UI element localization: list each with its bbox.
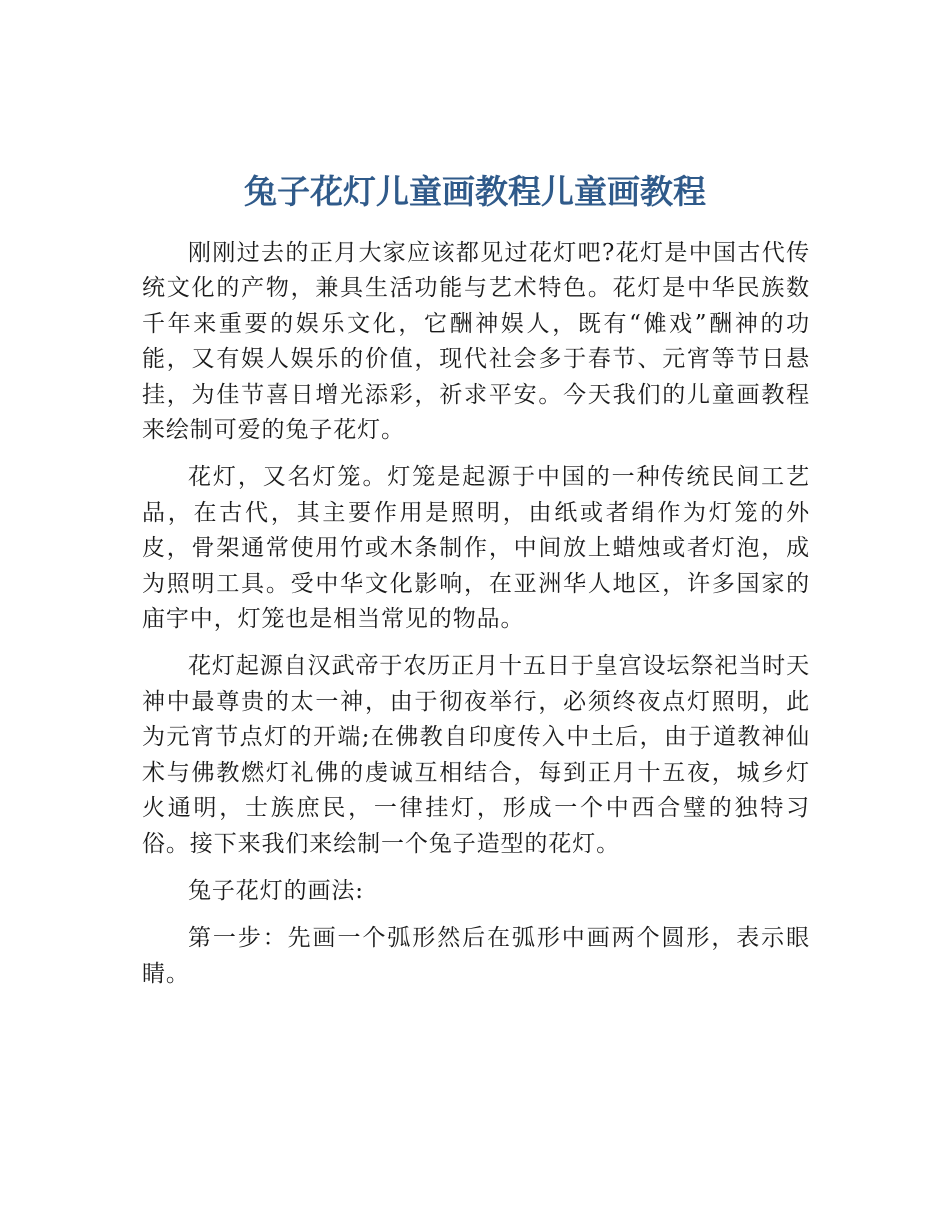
paragraph-intro: 刚刚过去的正月大家应该都见过花灯吧?花灯是中国古代传统文化的产物，兼具生活功能与艺术特色。花灯是中华民族数千年来重要的娱乐文化，它酬神娱人，既有“傩戏”酬神的功能，又有娱人娱乐的价值，现代社会多于春节、元宵等节日悬挂，为佳节喜日增光添彩，祈求平安。今天我们的儿童画教程来绘制可爱的兔子花灯。 [142, 240, 810, 444]
paragraph-method-heading: 兔子花灯的画法: [188, 877, 364, 904]
paragraph-lantern-definition: 花灯，又名灯笼。灯笼是起源于中国的一种传统民间工艺品，在古代，其主要作用是照明，由纸或者绢作为灯笼的外皮，骨架通常使用竹或木条制作，中间放上蜡烛或者灯泡，成为照明工具。受中华文化影响，在亚洲华人地区，许多国家的庙宇中，灯笼也是相当常见的物品。 [142, 464, 810, 633]
document-body [142, 236, 810, 1004]
paragraph-lantern-origin: 花灯起源自汉武帝于农历正月十五日于皇宫设坛祭祀当时天神中最尊贵的太一神，由于彻夜举行，必须终夜点灯照明，此为元宵节点灯的开端;在佛教自印度传入中土后，由于道教神仙术与佛教燃灯礼佛的虔诚互相结合，每到正月十五夜，城乡灯火通明，士族庶民，一律挂灯，形成一个中西合璧的独特习俗。接下来我们来绘制一个兔子造型的花灯。 [142, 653, 810, 857]
document-title: 兔子花灯儿童画教程儿童画教程 [244, 172, 706, 212]
paragraph-step-one: 第一步：先画一个弧形然后在弧形中画两个圆形，表示眼睛。 [142, 925, 810, 987]
